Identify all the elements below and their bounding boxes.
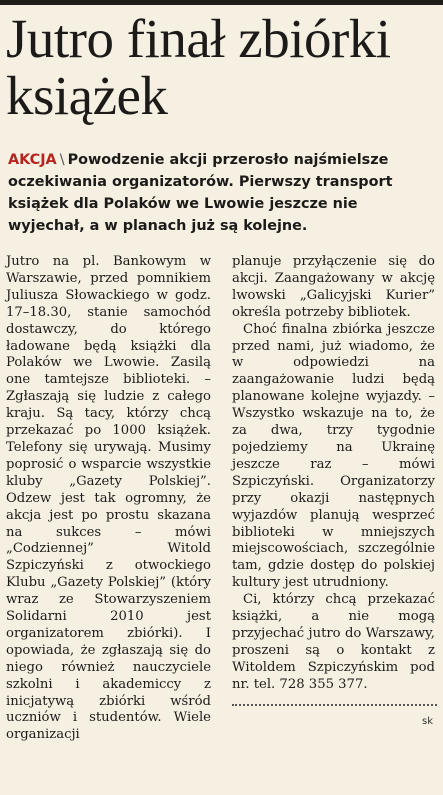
end-dotted-rule xyxy=(232,704,437,706)
body-paragraph-2: planuje przyłączenie się do akcji. Zaangażowany w akcję lwowski „Galicyjski Kurier” określa potrzeby bibliotek. xyxy=(232,254,435,320)
body-paragraph-3: Choć finalna zbiórka jeszcze przed nami, już wiadomo, że w odpowiedzi na zaangażowanie ludzi będą planowane kolejne wyjazdy. – Wszystko wskazuje na to, że za dwa, trzy tygodnie pojedziemy na Ukrainę jeszcze raz – mówi Szpiczyński. Organizatorzy przy okazji następnych wyjazdów planują wesprzeć biblioteki w mniejszych miejscowościach, szczególnie tam, gdzie dostęp do polskiej kultury jest utrudniony. xyxy=(232,321,435,591)
lead-paragraph xyxy=(8,149,436,237)
headline-line-2: książek xyxy=(6,65,168,126)
kicker-label: AKCJA xyxy=(8,152,57,168)
lead-text: Powodzenie akcji przerosło najśmielsze oczekiwania organizatorów. Pierwszy transport książek dla Polaków we Lwowie jeszcze nie wyjechał, a w planach już są kolejne. xyxy=(8,152,393,234)
headline-line-1: Jutro finał zbiórki xyxy=(6,8,391,69)
top-rule xyxy=(0,0,443,5)
column-left xyxy=(6,254,211,744)
author-signature: sk xyxy=(421,716,433,727)
body-paragraph-1: Jutro na pl. Bankowym w Warszawie, przed pomnikiem Juliusza Słowackiego w godz. 17–18.30, stanie samochód dostawczy, do którego ładowane będą książki dla Polaków we Lwowie. Zasilą one tamtejsze biblioteki. – Zgłaszają się ludzie z całego kraju. Są tacy, którzy chcą przekazać po 1000 książek. Telefony się urywają. Musimy poprosić o wsparcie wszystkie kluby „Gazety Polskiej”. Odzew jest tak ogromny, że akcja jest po prostu skazana na sukces – mówi „Codziennej” Witold Szpiczyński z otwockiego Klubu „Gazety Polskiej” (który wraz ze Stowarzyszeniem Solidarni 2010 jest organizatorem zbiórki). I opowiada, że zgłaszają się do niego również nauczyciele szkolni i akademiccy z inicjatywą zbiórki wśród uczniów i studentów. Wiele organizacji xyxy=(6,254,211,743)
column-right xyxy=(232,254,435,694)
body-paragraph-4: Ci, którzy chcą przekazać książki, a nie mogą przyjechać jutro do Warszawy, proszeni są o kontakt z Witoldem Szpiczyńskim pod nr. tel. 728 355 377. xyxy=(232,592,435,692)
kicker-separator: \ xyxy=(59,152,65,168)
headline xyxy=(6,10,436,124)
